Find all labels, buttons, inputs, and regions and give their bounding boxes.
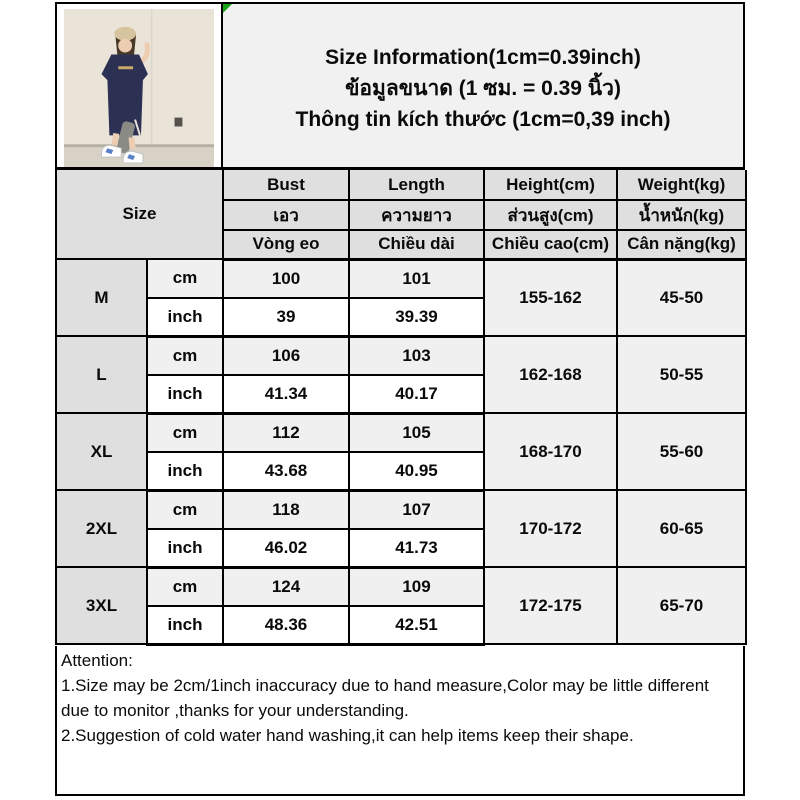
top-row [55, 2, 745, 170]
bust-cm-value: 100 [223, 259, 349, 298]
size-header-cell: Size [56, 170, 223, 259]
attention-box [55, 646, 745, 796]
header-weight-th: น้ำหนัก(kg) [617, 200, 746, 230]
product-photo-cell [57, 4, 223, 167]
size-label-2xl: 2XL [56, 490, 147, 567]
bust-cm-value: 118 [223, 490, 349, 529]
length-cm-value: 103 [349, 336, 484, 375]
unit-cm-cell: cm [147, 336, 223, 375]
header-bust-th: เอว [223, 200, 349, 230]
bust-cm-value: 112 [223, 413, 349, 452]
length-inch-value: 42.51 [349, 606, 484, 645]
length-cm-value: 105 [349, 413, 484, 452]
bust-inch-value: 48.36 [223, 606, 349, 645]
bust-inch-value: 39 [223, 298, 349, 337]
header-bust-vi: Vòng eo [223, 230, 349, 259]
title-thai: ข้อมูลขนาด (1 ซม. = 0.39 นิ้ว) [345, 77, 621, 100]
header-height-th: ส่วนสูง(cm) [484, 200, 617, 230]
bust-inch-value: 46.02 [223, 529, 349, 568]
title-vietnamese: Thông tin kích thước (1cm=0,39 inch) [295, 108, 671, 131]
unit-cm-cell: cm [147, 259, 223, 298]
unit-cm-cell: cm [147, 567, 223, 606]
length-inch-value: 40.17 [349, 375, 484, 414]
height-range: 155-162 [484, 259, 617, 336]
size-label-xl: XL [56, 413, 147, 490]
unit-cm-cell: cm [147, 413, 223, 452]
attention-note-2: 2.Suggestion of cold water hand washing,it can help items keep their shape. [61, 725, 634, 745]
weight-range: 50-55 [617, 336, 746, 413]
header-length-vi: Chiều dài [349, 230, 484, 259]
length-cm-value: 107 [349, 490, 484, 529]
height-range: 170-172 [484, 490, 617, 567]
header-height-en: Height(cm) [484, 170, 617, 200]
size-label-l: L [56, 336, 147, 413]
header-weight-en: Weight(kg) [617, 170, 746, 200]
unit-inch-cell: inch [147, 606, 223, 645]
header-height-vi: Chiều cao(cm) [484, 230, 617, 259]
attention-heading: Attention: [61, 650, 133, 670]
weight-range: 55-60 [617, 413, 746, 490]
unit-inch-cell: inch [147, 298, 223, 337]
unit-cm-cell: cm [147, 490, 223, 529]
length-inch-value: 40.95 [349, 452, 484, 491]
header-bust-en: Bust [223, 170, 349, 200]
height-range: 162-168 [484, 336, 617, 413]
weight-range: 45-50 [617, 259, 746, 336]
size-label-m: M [56, 259, 147, 336]
unit-inch-cell: inch [147, 452, 223, 491]
unit-inch-cell: inch [147, 375, 223, 414]
weight-range: 60-65 [617, 490, 746, 567]
weight-range: 65-70 [617, 567, 746, 644]
header-length-en: Length [349, 170, 484, 200]
size-table [55, 170, 747, 646]
cell-corner-marker-icon [223, 4, 232, 13]
bust-inch-value: 43.68 [223, 452, 349, 491]
title-cell [223, 4, 743, 167]
header-weight-vi: Cân nặng(kg) [617, 230, 746, 259]
height-range: 168-170 [484, 413, 617, 490]
product-photo-illustration [64, 8, 214, 168]
bust-inch-value: 41.34 [223, 375, 349, 414]
unit-inch-cell: inch [147, 529, 223, 568]
attention-note-1: 1.Size may be 2cm/1inch inaccuracy due to hand measure,Color may be little different due to monitor ,thanks for your understanding. [61, 675, 709, 720]
bust-cm-value: 106 [223, 336, 349, 375]
header-length-th: ความยาว [349, 200, 484, 230]
title-english: Size Information(1cm=0.39inch) [325, 46, 641, 69]
length-cm-value: 109 [349, 567, 484, 606]
length-inch-value: 41.73 [349, 529, 484, 568]
bust-cm-value: 124 [223, 567, 349, 606]
size-chart-sheet [55, 2, 745, 796]
length-inch-value: 39.39 [349, 298, 484, 337]
length-cm-value: 101 [349, 259, 484, 298]
size-label-3xl: 3XL [56, 567, 147, 644]
height-range: 172-175 [484, 567, 617, 644]
